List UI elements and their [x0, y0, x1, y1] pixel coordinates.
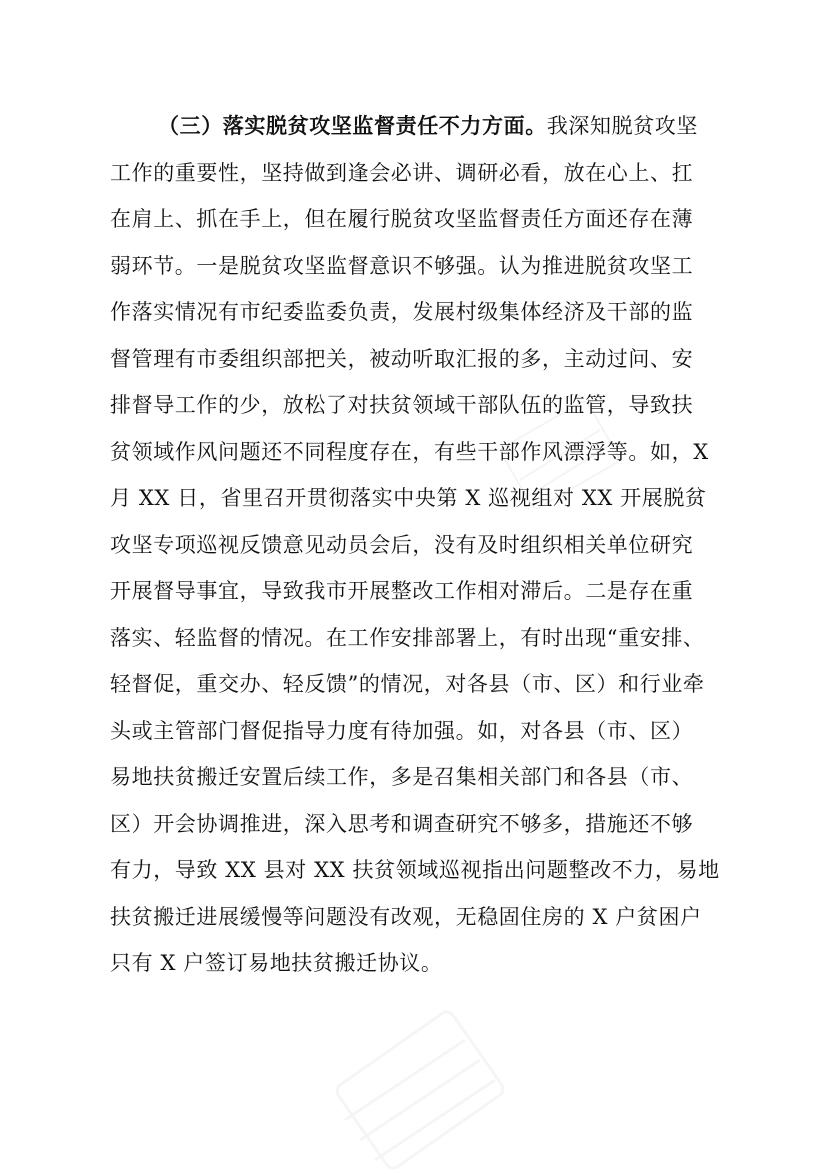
paragraph-line: 督管理有市委组织部把关，被动听取汇报的多，主动过问、安: [110, 346, 694, 371]
paragraph-line: 弱环节。一是脱贫攻坚监督意识不够强。认为推进脱贫攻坚工: [110, 253, 694, 278]
paragraph-line: 易地扶贫搬迁安置后续工作，多是召集相关部门和各县（市、: [110, 765, 694, 789]
paragraph-line: 落实、轻监督的情况。在工作安排部署上，有时出现“重安排、: [110, 625, 705, 650]
paragraph-line: 在肩上、抓在手上，但在履行脱贫攻坚监督责任方面还存在薄: [110, 207, 694, 231]
paragraph-line: 轻督促，重交办、轻反馈”的情况，对各县（市、区）和行业牵: [110, 672, 705, 696]
paragraph-line: 只有 X 户签订易地扶贫搬迁协议。: [110, 951, 443, 975]
paragraph-line: 作落实情况有市纪委监委负责，发展村级集体经济及干部的监: [110, 300, 694, 324]
paragraph-line: 贫领域作风问题还不同程度存在，有些干部作风漂浮等。如，X: [110, 439, 709, 464]
paragraph-line: 头或主管部门督促指导力度有待加强。如，对各县（市、区）: [110, 718, 694, 743]
paragraph-line: 月 XX 日，省里召开贯彻落实中央第 X 巡视组对 XX 开展脱贫: [110, 486, 707, 510]
paragraph-line: 扶贫搬迁进展缓慢等问题没有改观，无稳固住房的 X 户贫困户: [110, 904, 702, 929]
paragraph-line: 开展督导事宜，导致我市开展整改工作相对滞后。二是存在重: [110, 579, 694, 603]
watermark-bottom: [330, 1010, 510, 1170]
paragraph-line: 攻坚专项巡视反馈意见动员会后，没有及时组织相关单位研究: [110, 532, 694, 557]
paragraph-line: 区）开会协调推进，深入思考和调查研究不够多，措施还不够: [110, 811, 694, 836]
paragraph-line: 工作的重要性，坚持做到逢会必讲、调研必看，放在心上、扛: [110, 160, 694, 185]
paragraph-line: 排督导工作的少，放松了对扶贫领域干部队伍的监管，导致扶: [110, 393, 694, 417]
paragraph-line: [110, 103, 730, 150]
body-text: [110, 103, 730, 987]
paragraph-line: 有力，导致 XX 县对 XX 扶贫领域巡视指出问题整改不力，易地: [110, 858, 720, 882]
paragraph-text: 我深知脱贫攻坚: [546, 114, 699, 138]
section-heading: （三）落实脱贫攻坚监督责任不力方面。: [158, 113, 547, 138]
